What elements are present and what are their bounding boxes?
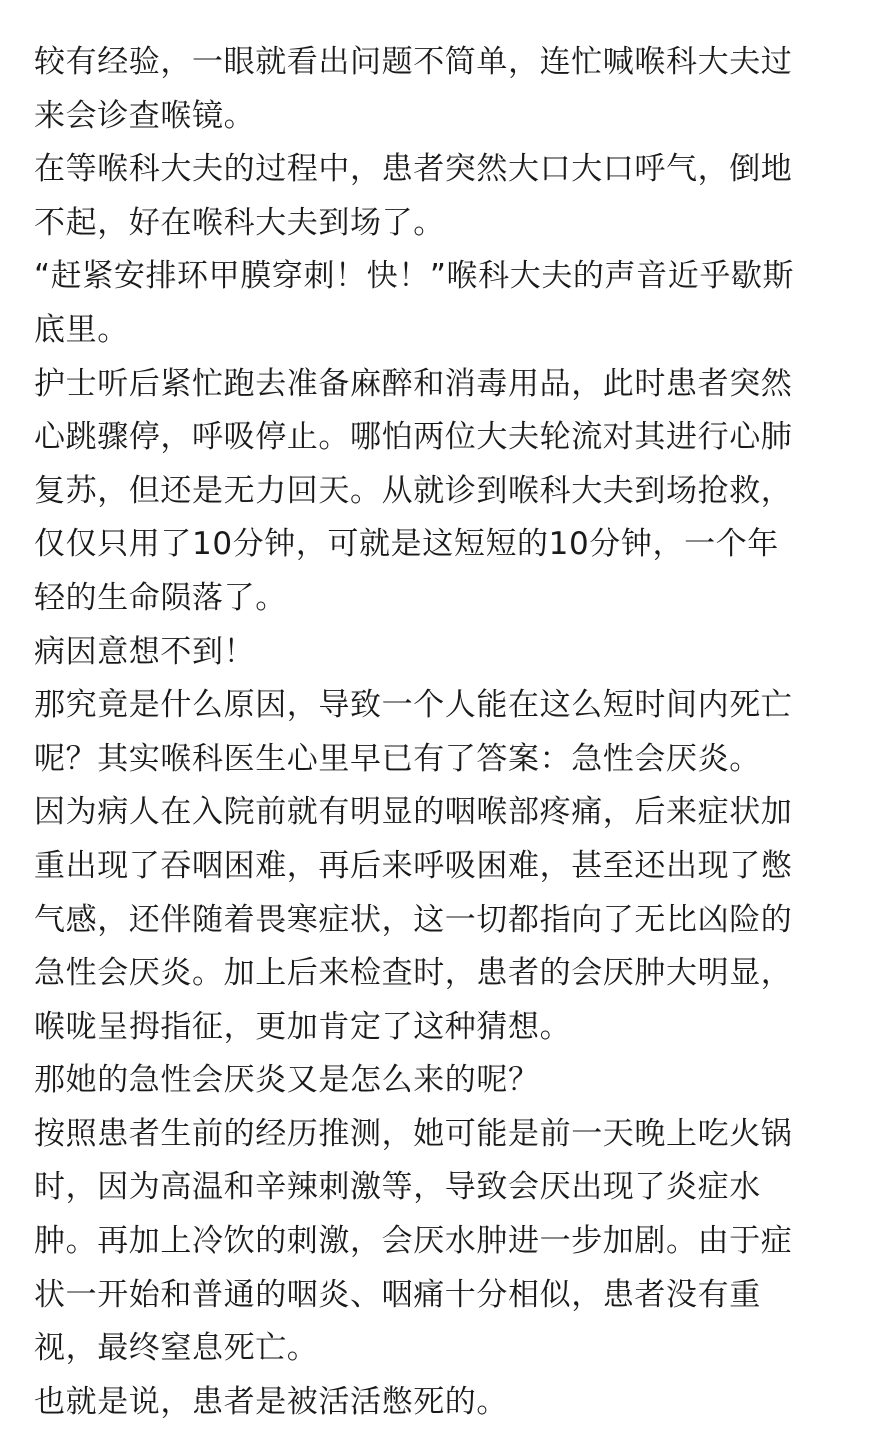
text-line: 那她的急性会厌炎又是怎么来的呢？ (34, 1062, 540, 1099)
article-body (34, 36, 856, 1429)
text-line: 按照患者生前的经历推测，她可能是前一天晚上吃火锅 (34, 1115, 793, 1152)
paragraph (34, 1108, 856, 1376)
text-line: 轻的生命陨落了。 (34, 579, 287, 616)
text-line: “赶紧安排环甲膜穿刺！快！”喉科大夫的声音近乎歇斯 (34, 258, 795, 295)
text-line: 重出现了吞咽困难，再后来呼吸困难，甚至还出现了憋 (34, 847, 793, 884)
text-line: 状一开始和普通的咽炎、咽痛十分相似，患者没有重 (34, 1276, 761, 1313)
paragraph (34, 1054, 856, 1108)
text-line: 肿。再加上冷饮的刺激，会厌水肿进一步加剧。由于症 (34, 1223, 793, 1260)
paragraph (34, 786, 856, 1054)
text-line: 那究竟是什么原因，导致一个人能在这么短时间内死亡 (34, 687, 793, 724)
text-line: 也就是说，患者是被活活憋死的。 (34, 1383, 508, 1420)
text-line: 护士听后紧忙跑去准备麻醉和消毒用品，此时患者突然 (34, 365, 793, 402)
text-line: 底里。 (34, 311, 129, 348)
text-line: 气感，还伴随着畏寒症状，这一切都指向了无比凶险的 (34, 901, 793, 938)
text-line: 呢？其实喉科医生心里早已有了答案：急性会厌炎。 (34, 740, 761, 777)
text-line: 急性会厌炎。加上后来检查时，患者的会厌肿大明显， (34, 955, 793, 992)
paragraph (34, 1376, 856, 1430)
text-line: 仅仅只用了10分钟，可就是这短短的10分钟，一个年 (34, 526, 779, 563)
text-line: 因为病人在入院前就有明显的咽喉部疼痛，后来症状加 (34, 794, 793, 831)
text-line: 不起，好在喉科大夫到场了。 (34, 204, 445, 241)
text-line: 复苏，但还是无力回天。从就诊到喉科大夫到场抢救， (34, 472, 793, 509)
text-line: 心跳骤停，呼吸停止。哪怕两位大夫轮流对其进行心肺 (34, 419, 793, 456)
paragraph (34, 36, 856, 143)
text-line: 较有经验，一眼就看出问题不简单，连忙喊喉科大夫过 (34, 44, 793, 80)
text-line: 喉咙呈拇指征，更加肯定了这种猜想。 (34, 1008, 572, 1045)
text-line: 时，因为高温和辛辣刺激等，导致会厌出现了炎症水 (34, 1169, 761, 1206)
text-line: 在等喉科大夫的过程中，患者突然大口大口呼气，倒地 (34, 151, 793, 188)
paragraph (34, 250, 856, 357)
paragraph (34, 358, 856, 626)
text-line: 病因意想不到！ (34, 633, 256, 670)
section-heading (34, 626, 856, 680)
text-line: 来会诊查喉镜。 (34, 97, 256, 134)
paragraph (34, 679, 856, 786)
text-line: 视，最终窒息死亡。 (34, 1330, 319, 1367)
paragraph (34, 143, 856, 250)
